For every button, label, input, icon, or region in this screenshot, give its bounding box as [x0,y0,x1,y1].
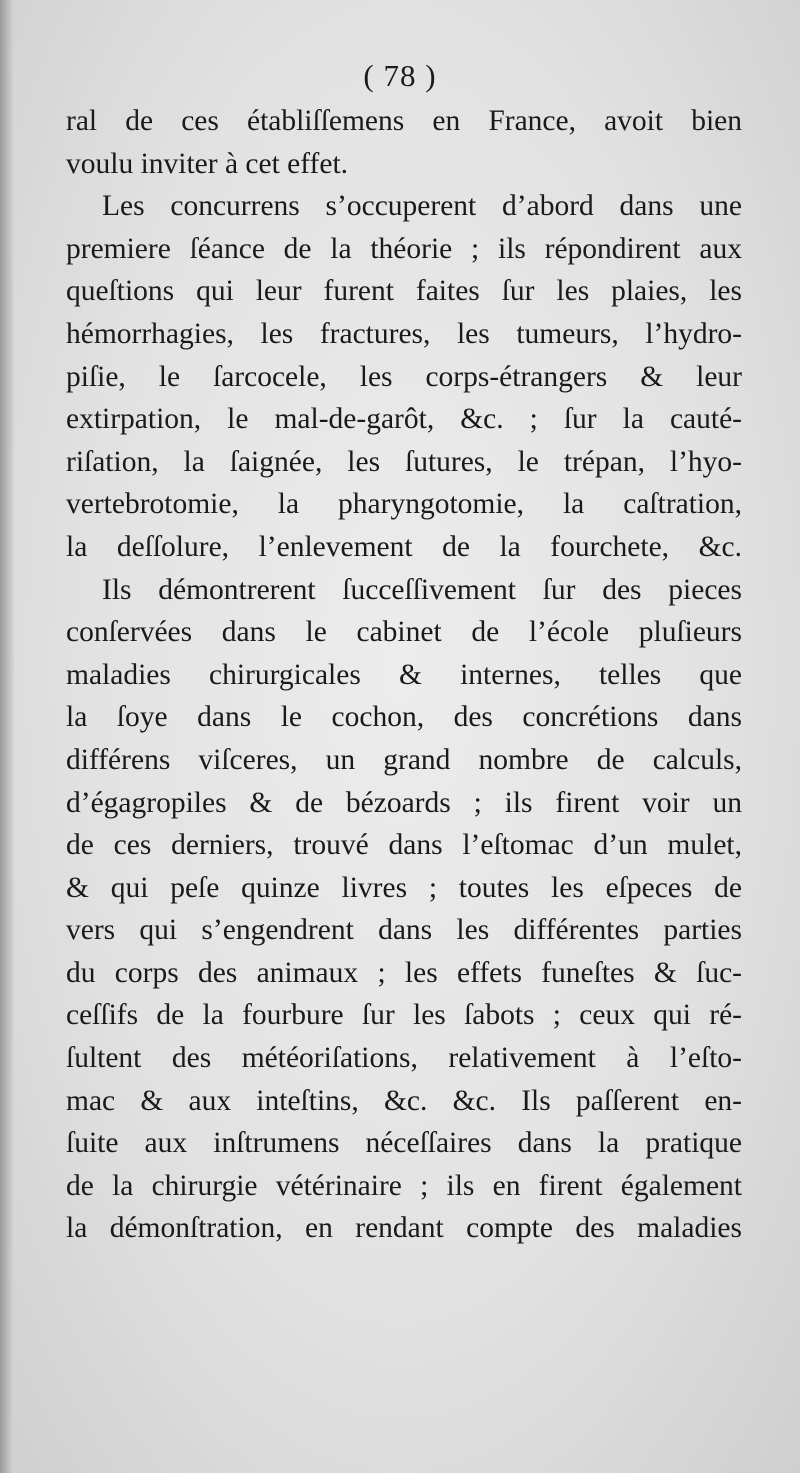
text-line: premiere ſéance de la théorie ; ils répondirent aux [66,232,742,265]
text-line: vertebrotomie, la pharyngotomie, la caſtration, [66,488,742,521]
text-line: la démonſtration, en rendant compte des maladies [66,1212,742,1245]
text-line: d’égagropiles & de bézoards ; ils firent voir un [66,786,742,819]
text-line: mac & aux inteſtins, &c. &c. Ils paſſerent en- [66,1084,742,1117]
text-line: de la chirurgie vétérinaire ; ils en firent également [66,1169,742,1202]
text-line: du corps des animaux ; les effets funeſtes & ſuc- [66,956,742,989]
text-line: & qui peſe quinze livres ; toutes les eſpeces de [66,871,742,904]
text-line: maladies chirurgicales & internes, telles que [66,658,742,691]
text-line: ſuite aux inſtrumens néceſſaires dans la pratique [66,1127,742,1160]
text-line: piſie, le ſarcocele, les corps-étrangers & leur [66,360,742,393]
text-line: la ſoye dans le cochon, des concrétions dans [66,701,742,734]
text-line: queſtions qui leur furent faites ſur les plaies, les [66,275,742,308]
text-line: riſation, la ſaignée, les ſutures, le trépan, l’hyo- [66,445,742,478]
text-line: de ces derniers, trouvé dans l’eſtomac d’un mulet, [66,829,742,862]
text-line: vers qui s’engendrent dans les différentes parties [66,914,742,947]
text-line: voulu inviter à cet effet. [66,147,349,180]
text-line: ral de ces établiſſemens en France, avoit bien [66,105,742,137]
paragraph-first-line: Ils démontrerent ſucceſſivement ſur des pieces [102,573,742,606]
body-text [66,100,742,1250]
text-line: la deſſolure, l’enlevement de la fourchete, &c. [66,530,742,563]
text-line: extirpation, le mal-de-garôt, &c. ; ſur la cauté- [66,403,742,436]
text-line: ſultent des météoriſations, relativement à l’eſto- [66,1042,742,1075]
paragraph-first-line: Les concurrens s’occuperent d’abord dans une [102,190,742,223]
page-number: ( 78 ) [363,58,437,93]
text-line: ceſſifs de la fourbure ſur les ſabots ; ceux qui ré- [66,999,742,1032]
text-line: hémorrhagies, les fractures, les tumeurs, l’hydro- [66,317,742,350]
text-line: conſervées dans le cabinet de l’école pluſieurs [66,616,742,649]
page-edge-shadow [0,0,14,1473]
text-line: différens viſceres, un grand nombre de calculs, [66,743,742,776]
